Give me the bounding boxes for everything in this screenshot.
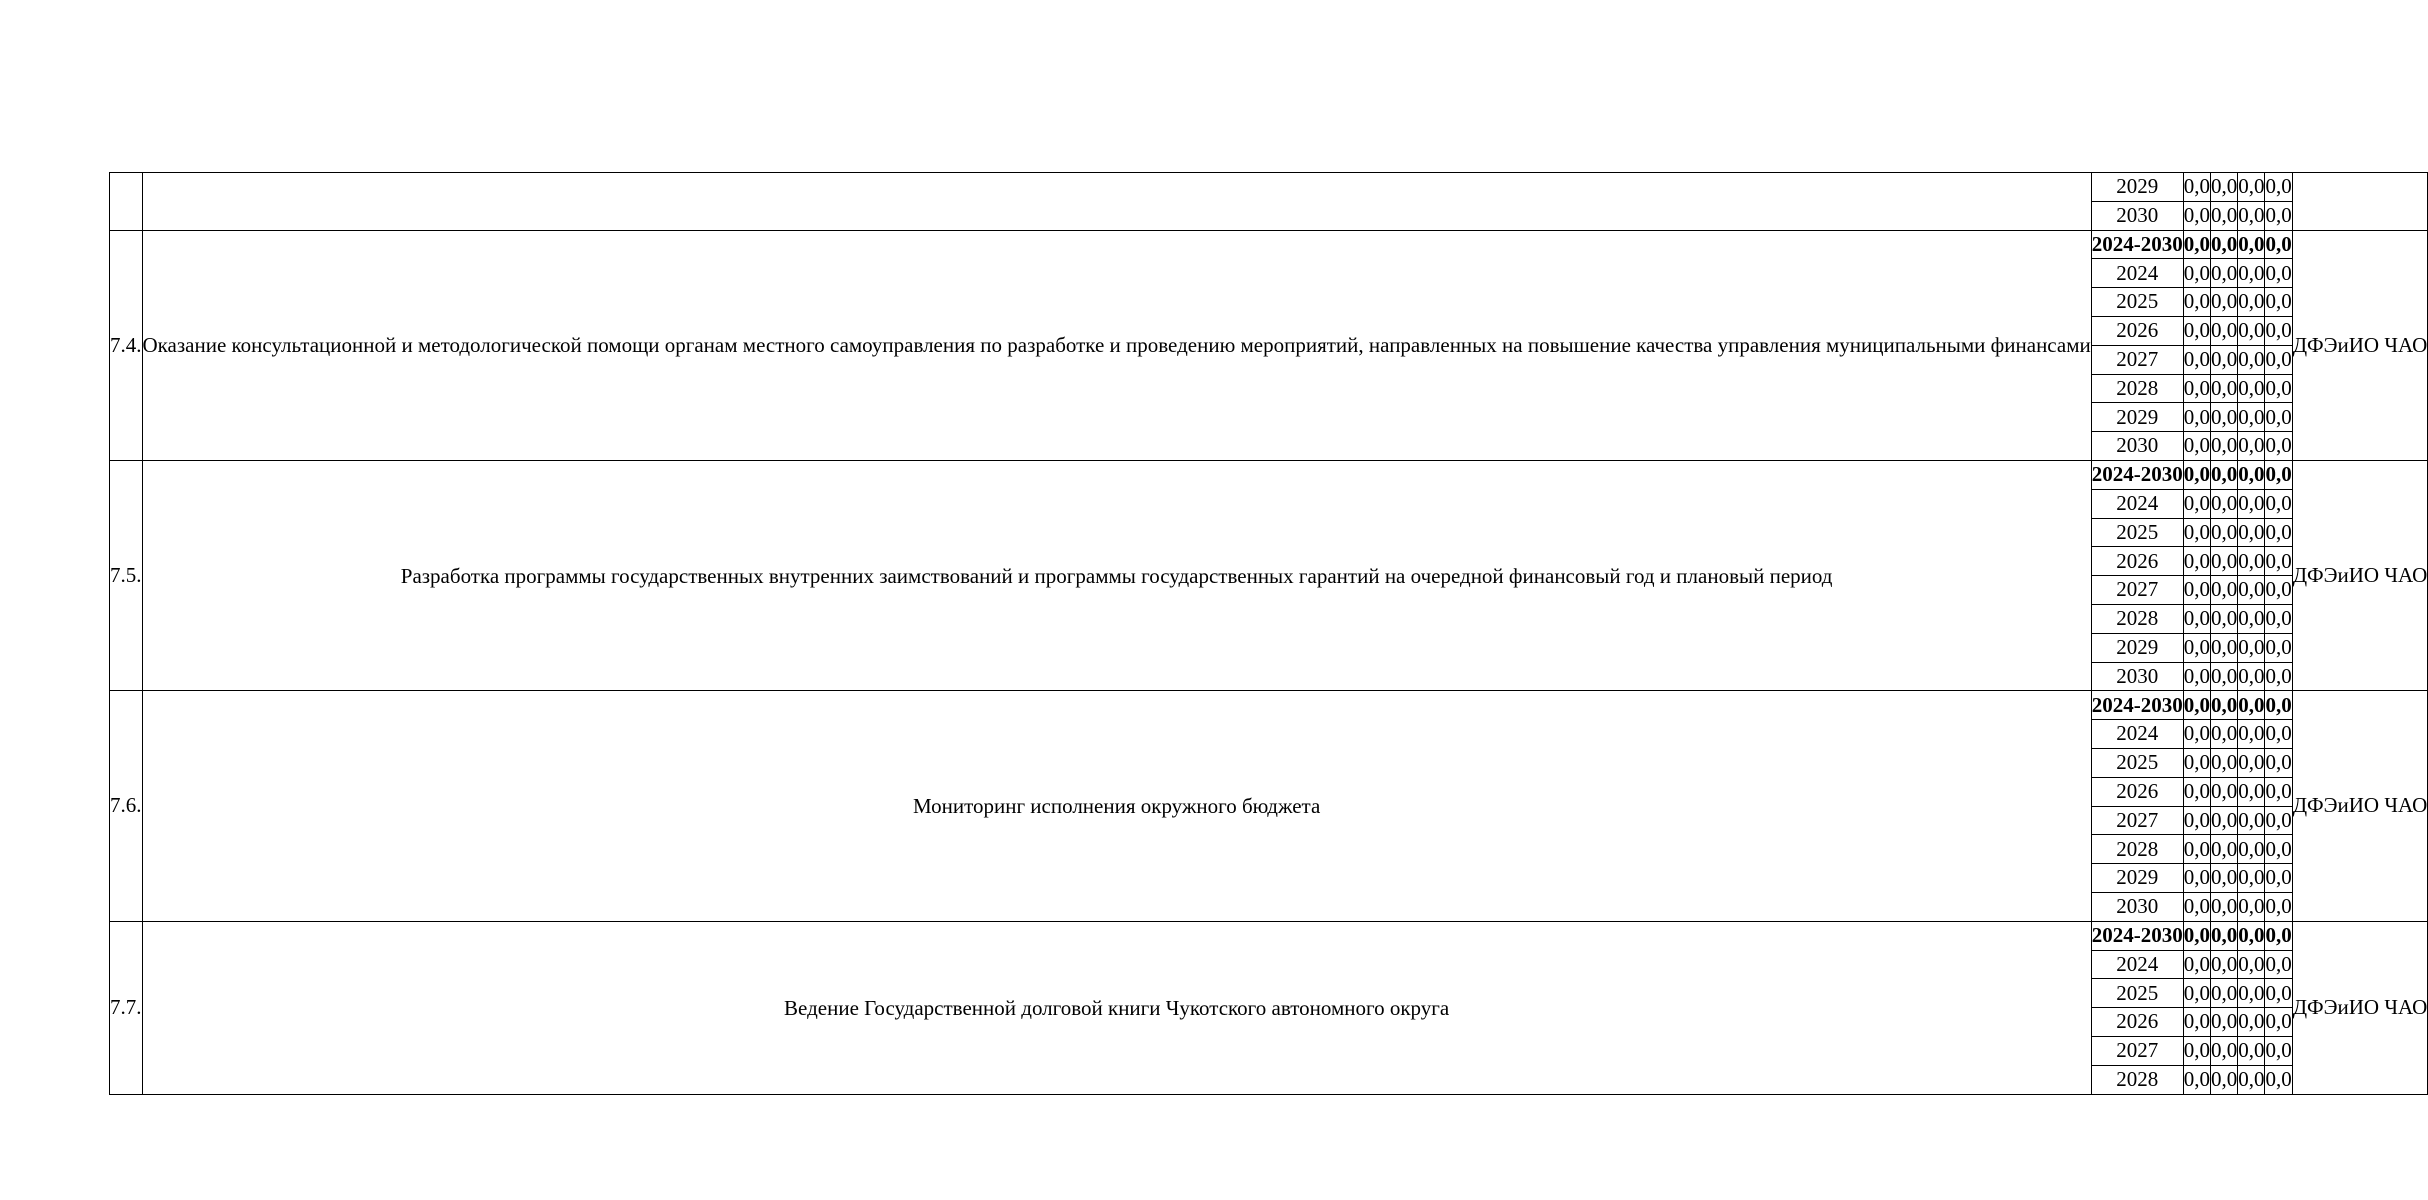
year-cell: 2025 [2091, 979, 2183, 1008]
section-number: 7.7. [110, 921, 143, 1094]
value-cell: 0,0 [2265, 374, 2292, 403]
value-cell: 0,0 [2210, 259, 2237, 288]
value-cell: 0,0 [2265, 806, 2292, 835]
responsible-cell: ДФЭиИО ЧАО [2292, 691, 2428, 921]
value-cell: 0,0 [2183, 950, 2210, 979]
table-row [110, 173, 2428, 202]
value-cell: 0,0 [2210, 316, 2237, 345]
value-cell: 0,0 [2238, 835, 2265, 864]
table-row [110, 691, 2428, 720]
period-cell: 2024-2030 [2091, 691, 2183, 720]
year-cell: 2024 [2091, 950, 2183, 979]
year-cell: 2028 [2091, 1065, 2183, 1094]
table-body [110, 173, 2428, 1095]
year-cell: 2028 [2091, 374, 2183, 403]
period-cell: 2024-2030 [2091, 460, 2183, 489]
value-cell: 0,0 [2238, 316, 2265, 345]
value-cell: 0,0 [2183, 720, 2210, 749]
value-cell: 0,0 [2183, 201, 2210, 230]
value-cell: 0,0 [2210, 892, 2237, 921]
value-cell: 0,0 [2265, 345, 2292, 374]
value-cell: 0,0 [2238, 230, 2265, 259]
value-cell: 0,0 [2238, 1065, 2265, 1094]
value-cell: 0,0 [2238, 259, 2265, 288]
value-cell: 0,0 [2265, 316, 2292, 345]
value-cell: 0,0 [2238, 403, 2265, 432]
value-cell: 0,0 [2238, 604, 2265, 633]
value-cell: 0,0 [2238, 806, 2265, 835]
value-cell: 0,0 [2210, 1008, 2237, 1037]
year-cell: 2026 [2091, 547, 2183, 576]
value-cell: 0,0 [2183, 518, 2210, 547]
value-cell: 0,0 [2265, 950, 2292, 979]
value-cell: 0,0 [2265, 892, 2292, 921]
value-cell: 0,0 [2265, 921, 2292, 950]
section-number: 7.5. [110, 460, 143, 690]
value-cell: 0,0 [2183, 547, 2210, 576]
section-name: Ведение Государственной долговой книги Чукотского автономного округа [142, 921, 2091, 1094]
responsible-cell [2292, 173, 2428, 231]
value-cell: 0,0 [2238, 201, 2265, 230]
value-cell: 0,0 [2210, 230, 2237, 259]
value-cell: 0,0 [2210, 345, 2237, 374]
value-cell: 0,0 [2238, 489, 2265, 518]
table-row [110, 230, 2428, 259]
year-cell: 2030 [2091, 892, 2183, 921]
value-cell: 0,0 [2238, 921, 2265, 950]
value-cell: 0,0 [2183, 460, 2210, 489]
year-cell: 2027 [2091, 806, 2183, 835]
value-cell: 0,0 [2238, 576, 2265, 605]
section-number: 7.6. [110, 691, 143, 921]
value-cell: 0,0 [2238, 460, 2265, 489]
value-cell: 0,0 [2238, 518, 2265, 547]
value-cell: 0,0 [2183, 432, 2210, 461]
value-cell: 0,0 [2265, 288, 2292, 317]
value-cell: 0,0 [2238, 633, 2265, 662]
year-cell: 2024 [2091, 489, 2183, 518]
table-row [110, 460, 2428, 489]
value-cell: 0,0 [2238, 950, 2265, 979]
value-cell: 0,0 [2265, 1065, 2292, 1094]
value-cell: 0,0 [2183, 173, 2210, 202]
value-cell: 0,0 [2210, 979, 2237, 1008]
value-cell: 0,0 [2183, 288, 2210, 317]
value-cell: 0,0 [2265, 662, 2292, 691]
value-cell: 0,0 [2238, 777, 2265, 806]
value-cell: 0,0 [2265, 604, 2292, 633]
value-cell: 0,0 [2183, 259, 2210, 288]
year-cell: 2030 [2091, 201, 2183, 230]
value-cell: 0,0 [2265, 979, 2292, 1008]
value-cell: 0,0 [2210, 806, 2237, 835]
value-cell: 0,0 [2265, 720, 2292, 749]
value-cell: 0,0 [2210, 547, 2237, 576]
value-cell: 0,0 [2183, 403, 2210, 432]
value-cell: 0,0 [2210, 374, 2237, 403]
year-cell: 2026 [2091, 777, 2183, 806]
value-cell: 0,0 [2238, 173, 2265, 202]
section-name: Разработка программы государственных внутренних заимствований и программы государственных гарантий на очередной финансовый год и плановый период [142, 460, 2091, 690]
year-cell: 2025 [2091, 518, 2183, 547]
year-cell: 2030 [2091, 432, 2183, 461]
value-cell: 0,0 [2183, 777, 2210, 806]
value-cell: 0,0 [2183, 691, 2210, 720]
value-cell: 0,0 [2265, 259, 2292, 288]
value-cell: 0,0 [2183, 864, 2210, 893]
value-cell: 0,0 [2210, 288, 2237, 317]
value-cell: 0,0 [2210, 950, 2237, 979]
value-cell: 0,0 [2210, 662, 2237, 691]
value-cell: 0,0 [2210, 1065, 2237, 1094]
value-cell: 0,0 [2210, 748, 2237, 777]
value-cell: 0,0 [2265, 489, 2292, 518]
value-cell: 0,0 [2238, 662, 2265, 691]
value-cell: 0,0 [2210, 403, 2237, 432]
value-cell: 0,0 [2265, 1008, 2292, 1037]
value-cell: 0,0 [2265, 633, 2292, 662]
value-cell: 0,0 [2238, 432, 2265, 461]
value-cell: 0,0 [2238, 288, 2265, 317]
value-cell: 0,0 [2183, 374, 2210, 403]
value-cell: 0,0 [2210, 864, 2237, 893]
value-cell: 0,0 [2238, 691, 2265, 720]
year-cell: 2028 [2091, 835, 2183, 864]
value-cell: 0,0 [2210, 489, 2237, 518]
value-cell: 0,0 [2183, 489, 2210, 518]
table-row [110, 921, 2428, 950]
section-name: Мониторинг исполнения окружного бюджета [142, 691, 2091, 921]
value-cell: 0,0 [2210, 1036, 2237, 1065]
value-cell: 0,0 [2265, 201, 2292, 230]
value-cell: 0,0 [2183, 633, 2210, 662]
section-name: Оказание консультационной и методологической помощи органам местного самоуправления по разработке и проведению мероприятий, направленных на повышение качества управления муниципальными финансами [142, 230, 2091, 460]
value-cell: 0,0 [2265, 432, 2292, 461]
year-cell: 2025 [2091, 288, 2183, 317]
value-cell: 0,0 [2238, 1008, 2265, 1037]
year-cell: 2028 [2091, 604, 2183, 633]
value-cell: 0,0 [2183, 1008, 2210, 1037]
period-cell: 2024-2030 [2091, 230, 2183, 259]
responsible-cell: ДФЭиИО ЧАО [2292, 460, 2428, 690]
value-cell: 0,0 [2210, 691, 2237, 720]
value-cell: 0,0 [2210, 633, 2237, 662]
year-cell: 2029 [2091, 633, 2183, 662]
value-cell: 0,0 [2210, 518, 2237, 547]
year-cell: 2029 [2091, 403, 2183, 432]
value-cell: 0,0 [2265, 835, 2292, 864]
responsible-cell: ДФЭиИО ЧАО [2292, 921, 2428, 1094]
value-cell: 0,0 [2265, 460, 2292, 489]
value-cell: 0,0 [2183, 748, 2210, 777]
value-cell: 0,0 [2210, 201, 2237, 230]
value-cell: 0,0 [2210, 921, 2237, 950]
year-cell: 2027 [2091, 1036, 2183, 1065]
value-cell: 0,0 [2183, 662, 2210, 691]
value-cell: 0,0 [2265, 547, 2292, 576]
value-cell: 0,0 [2183, 1065, 2210, 1094]
year-cell: 2024 [2091, 720, 2183, 749]
value-cell: 0,0 [2183, 576, 2210, 605]
value-cell: 0,0 [2210, 777, 2237, 806]
value-cell: 0,0 [2183, 316, 2210, 345]
value-cell: 0,0 [2238, 864, 2265, 893]
value-cell: 0,0 [2210, 432, 2237, 461]
number-cell [110, 173, 143, 231]
value-cell: 0,0 [2238, 979, 2265, 1008]
value-cell: 0,0 [2183, 835, 2210, 864]
year-cell: 2029 [2091, 864, 2183, 893]
value-cell: 0,0 [2238, 345, 2265, 374]
value-cell: 0,0 [2183, 345, 2210, 374]
year-cell: 2029 [2091, 173, 2183, 202]
value-cell: 0,0 [2210, 835, 2237, 864]
section-number: 7.4. [110, 230, 143, 460]
year-cell: 2030 [2091, 662, 2183, 691]
value-cell: 0,0 [2238, 720, 2265, 749]
year-cell: 2027 [2091, 576, 2183, 605]
period-cell: 2024-2030 [2091, 921, 2183, 950]
value-cell: 0,0 [2183, 892, 2210, 921]
value-cell: 0,0 [2265, 691, 2292, 720]
year-cell: 2024 [2091, 259, 2183, 288]
value-cell: 0,0 [2183, 1036, 2210, 1065]
value-cell: 0,0 [2238, 748, 2265, 777]
value-cell: 0,0 [2210, 604, 2237, 633]
value-cell: 0,0 [2265, 403, 2292, 432]
value-cell: 0,0 [2210, 576, 2237, 605]
value-cell: 0,0 [2210, 460, 2237, 489]
value-cell: 0,0 [2210, 173, 2237, 202]
value-cell: 0,0 [2265, 230, 2292, 259]
value-cell: 0,0 [2183, 604, 2210, 633]
budget-table [109, 172, 2428, 1095]
year-cell: 2026 [2091, 316, 2183, 345]
year-cell: 2025 [2091, 748, 2183, 777]
value-cell: 0,0 [2183, 979, 2210, 1008]
value-cell: 0,0 [2265, 518, 2292, 547]
value-cell: 0,0 [2265, 748, 2292, 777]
value-cell: 0,0 [2238, 1036, 2265, 1065]
value-cell: 0,0 [2265, 777, 2292, 806]
responsible-cell: ДФЭиИО ЧАО [2292, 230, 2428, 460]
value-cell: 0,0 [2265, 173, 2292, 202]
year-cell: 2027 [2091, 345, 2183, 374]
name-cell [142, 173, 2091, 231]
value-cell: 0,0 [2265, 576, 2292, 605]
value-cell: 0,0 [2183, 806, 2210, 835]
value-cell: 0,0 [2183, 230, 2210, 259]
value-cell: 0,0 [2265, 1036, 2292, 1065]
year-cell: 2026 [2091, 1008, 2183, 1037]
value-cell: 0,0 [2210, 720, 2237, 749]
value-cell: 0,0 [2238, 374, 2265, 403]
value-cell: 0,0 [2238, 547, 2265, 576]
value-cell: 0,0 [2265, 864, 2292, 893]
value-cell: 0,0 [2238, 892, 2265, 921]
value-cell: 0,0 [2183, 921, 2210, 950]
